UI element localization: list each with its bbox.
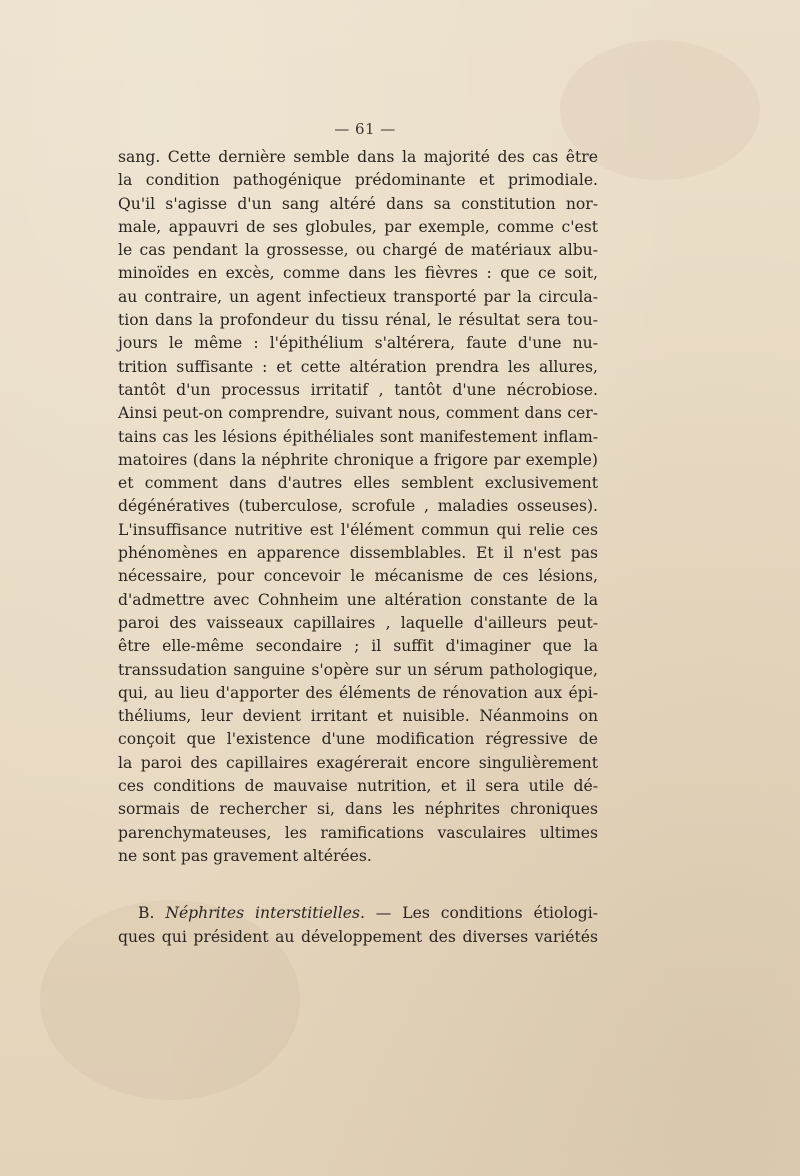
text-line: transsudation sanguine s'opère sur un sérum pathologique, — [118, 660, 598, 679]
paragraph-spacer — [118, 868, 598, 902]
text-line: au contraire, un agent infectieux transporté par la circula- — [118, 287, 598, 306]
text-line: parenchymateuses, les ramifications vasculaires ultimes — [118, 823, 598, 842]
section-heading-line — [118, 902, 598, 925]
text-line: la condition pathogénique prédominante et primodiale. — [118, 171, 598, 190]
text-line: dégénératives (tuberculose, scrofule , maladies osseuses). — [118, 497, 598, 516]
text-line: conçoit que l'existence d'une modification régressive de — [118, 730, 598, 749]
text-line: trition suffisante : et cette altération prendra les allures, — [118, 357, 598, 376]
section-title: Néphrites interstitielles. — [165, 904, 365, 923]
text-line: sormais de rechercher si, dans les néphrites chroniques — [118, 800, 598, 819]
text-line: ques qui président au développement des diverses variétés — [118, 927, 598, 946]
paragraph — [118, 146, 598, 868]
text-line: ces conditions de mauvaise nutrition, et il sera utile dé- — [118, 777, 598, 796]
body-text — [118, 146, 598, 949]
text-line: tantôt d'un processus irritatif , tantôt d'une nécrobiose. — [118, 380, 598, 399]
text-run: — Les conditions étiologi- — [364, 904, 598, 923]
section-label: B. — [138, 904, 155, 923]
text-line: phénomènes en apparence dissemblables. Et il n'est pas — [118, 544, 598, 563]
text-line: la paroi des capillaires exagérerait encore singulièrement — [118, 753, 598, 772]
text-line: matoires (dans la néphrite chronique a frigore par exemple) — [118, 450, 598, 469]
paragraph — [118, 902, 598, 949]
text-line: minoïdes en excès, comme dans les fièvres : que ce soit, — [118, 264, 598, 283]
text-line: tion dans la profondeur du tissu rénal, le résultat sera tou- — [118, 311, 598, 330]
text-line: d'admettre avec Cohnheim une altération constante de la — [118, 590, 598, 609]
text-line: ne sont pas gravement altérées. — [118, 846, 372, 865]
text-line: L'insuffisance nutritive est l'élément commun qui relie ces — [118, 520, 598, 539]
text-line: nécessaire, pour concevoir le mécanisme de ces lésions, — [118, 567, 598, 586]
text-line: jours le même : l'épithélium s'altérera, faute d'une nu- — [118, 334, 598, 353]
text-line: qui, au lieu d'apporter des éléments de rénovation aux épi- — [118, 683, 598, 702]
text-line: le cas pendant la grossesse, ou chargé de matériaux albu- — [118, 241, 598, 260]
page-number: — 61 — — [334, 120, 396, 138]
text-line: et comment dans d'autres elles semblent exclusivement — [118, 474, 598, 493]
text-line: paroi des vaisseaux capillaires , laquelle d'ailleurs peut- — [118, 613, 598, 632]
text-line: sang. Cette dernière semble dans la majorité des cas être — [118, 148, 598, 166]
text-line: tains cas les lésions épithéliales sont manifestement inflam- — [118, 427, 598, 446]
text-line: théliums, leur devient irritant et nuisible. Néanmoins on — [118, 707, 598, 726]
text-line: male, appauvri de ses globules, par exemple, comme c'est — [118, 217, 598, 236]
text-line: Ainsi peut-on comprendre, suivant nous, comment dans cer- — [118, 404, 598, 423]
text-line: Qu'il s'agisse d'un sang altéré dans sa constitution nor- — [118, 194, 598, 213]
text-line: être elle-même secondaire ; il suffit d'imaginer que la — [118, 637, 598, 656]
